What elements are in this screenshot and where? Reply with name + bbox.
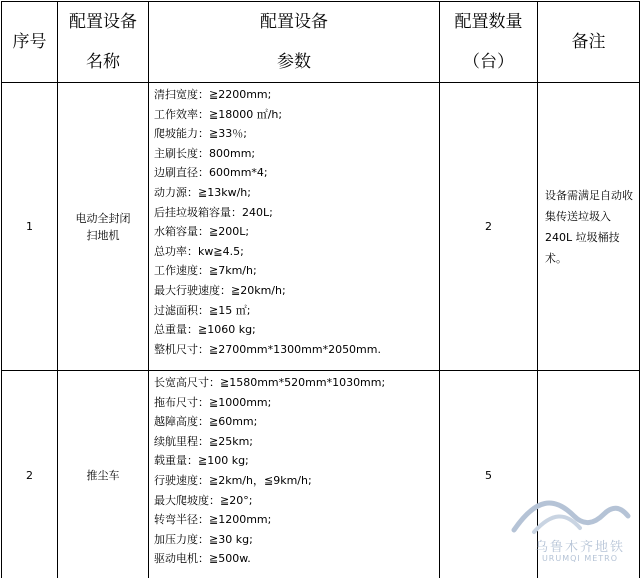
header-qty-line2: （台）: [463, 52, 514, 72]
param-line: 总功率：kw≧4.5;: [154, 244, 244, 258]
param-line: 总重量：≧1060 kg;: [154, 323, 256, 337]
watermark-text-cn: 乌鲁木齐地铁: [534, 540, 625, 555]
watermark-text-en: URUMQI METRO: [541, 554, 619, 563]
param-line: 加压力度：≧30 kg;: [154, 532, 253, 546]
header-remark: [538, 2, 640, 83]
param-line: 过滤面积：≧15 ㎡;: [154, 303, 251, 317]
header-name-line2: 名称: [86, 52, 120, 72]
header-params-line1: 配置设备: [260, 12, 328, 32]
param-line: 边刷直径：600mm*4;: [154, 166, 268, 180]
param-line: 最大行驶速度：≧20km/h;: [154, 283, 286, 297]
param-line: 拖布尺寸：≧1000mm;: [154, 395, 272, 409]
table-row: [2, 83, 640, 371]
param-line: 载重量：≧100 kg;: [154, 454, 249, 468]
param-line: 最大爬坡度：≧20°;: [154, 493, 253, 507]
header-qty: [440, 2, 538, 83]
header-qty-line1: 配置数量: [454, 12, 523, 32]
header-index: [2, 2, 58, 83]
row-name-line1: 推尘车: [86, 469, 120, 482]
param-line: 长宽高尺寸：≧1580mm*520mm*1030mm;: [154, 376, 386, 389]
table-row: [2, 371, 640, 578]
row-remark: 设备需满足自动收集传送垃圾入 240L 垃圾桶技术。: [538, 83, 640, 371]
header-row: [2, 2, 640, 83]
param-line: 工作速度：≧7km/h;: [154, 264, 257, 278]
row-equipment-name: [58, 371, 149, 578]
param-line: 续航里程：≧25km;: [154, 434, 254, 448]
equipment-spec-table: [1, 1, 640, 578]
param-line: 行驶速度：≧2km/h，≦9km/h;: [154, 473, 312, 487]
header-name-line1: 配置设备: [69, 12, 137, 32]
header-params: [149, 2, 440, 83]
row-index: 1: [2, 83, 58, 371]
param-line: 驱动电机：≧500w.: [154, 552, 251, 566]
param-line: 后挂垃圾箱容量：240L;: [154, 205, 273, 219]
header-params-line2: 参数: [277, 52, 311, 72]
row-remark: [538, 371, 640, 578]
param-line: 工作效率：≧18000 ㎡/h;: [154, 107, 283, 121]
row-qty: 2: [440, 83, 538, 371]
header-remark-label: 备注: [571, 32, 606, 52]
row-params: [149, 83, 440, 371]
header-name: [58, 2, 149, 83]
row-name-line1: 电动全封闭: [75, 211, 131, 225]
row-name-line2: 扫地机: [86, 228, 120, 242]
header-index-label: 序号: [12, 32, 47, 52]
param-line: 清扫宽度：≧2200mm;: [154, 88, 272, 101]
param-line: 爬坡能力：≧33％;: [154, 127, 247, 141]
param-line: 越障高度：≧60mm;: [154, 415, 258, 429]
param-line: 整机尺寸：≧2700mm*1300mm*2050mm.: [154, 342, 381, 356]
param-line: 动力源：≧13kw/h;: [154, 185, 251, 199]
row-params: [149, 371, 440, 578]
row-index: 2: [2, 371, 58, 578]
param-line: 水箱容量：≧200L;: [154, 225, 250, 239]
row-equipment-name: [58, 83, 149, 371]
param-line: 主刷长度：800mm;: [154, 146, 256, 160]
row-qty: 5: [440, 371, 538, 578]
param-line: 转弯半径：≧1200mm;: [154, 513, 272, 527]
